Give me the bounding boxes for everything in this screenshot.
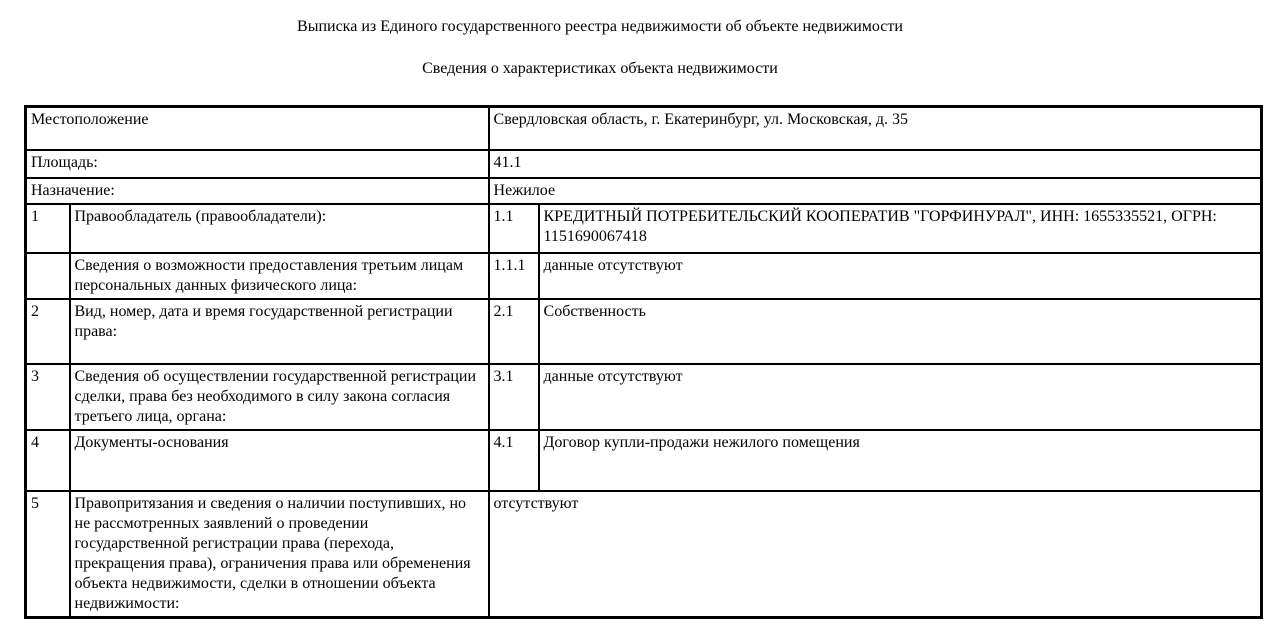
property-characteristics-table bbox=[24, 105, 1263, 619]
row-value: КРЕДИТНЫЙ ПОТРЕБИТЕЛЬСКИЙ КООПЕРАТИВ "ГОРФИНУРАЛ", ИНН: 1655335521, ОГРН: 1151690067418 bbox=[539, 204, 1262, 253]
row-number: 3 bbox=[26, 364, 70, 430]
row-label: Назначение: bbox=[26, 178, 489, 204]
table-row-area bbox=[26, 150, 1262, 178]
row-subnumber: 1.1 bbox=[489, 204, 539, 253]
document-subtitle: Сведения о характеристиках объекта недвижимости bbox=[422, 60, 778, 77]
row-label: Сведения об осуществлении государственной регистрации сделки, права без необходимого в силу закона согласия третьего лица, органа: bbox=[70, 364, 489, 430]
row-label: Местоположение bbox=[26, 107, 489, 150]
row-value: Свердловская область, г. Екатеринбург, ул. Московская, д. 35 bbox=[489, 107, 1262, 150]
document-title: Выписка из Единого государственного реестра недвижимости об объекте недвижимости bbox=[297, 18, 903, 35]
row-value: Нежилое bbox=[489, 178, 1262, 204]
row-subnumber: 1.1.1 bbox=[489, 253, 539, 299]
table-row-purpose bbox=[26, 178, 1262, 204]
row-value: 41.1 bbox=[489, 150, 1262, 178]
table-row-rightholder bbox=[26, 204, 1262, 253]
row-label: Документы-основания bbox=[70, 430, 489, 491]
row-label: Вид, номер, дата и время государственной регистрации права: bbox=[70, 299, 489, 364]
table-row-personal-data bbox=[26, 253, 1262, 299]
row-value: данные отсутствуют bbox=[539, 253, 1262, 299]
row-label: Правопритязания и сведения о наличии поступивших, но не рассмотренных заявлений о проведении государственной регистрации права (перехода, прекращения права), ограничения права или обременения объекта недвижимости, сделки в отношении объекта недвижимости: bbox=[70, 491, 489, 618]
row-subnumber: 4.1 bbox=[489, 430, 539, 491]
row-number: 2 bbox=[26, 299, 70, 364]
row-subnumber: 2.1 bbox=[489, 299, 539, 364]
row-number: 4 bbox=[26, 430, 70, 491]
table-row-registration bbox=[26, 299, 1262, 364]
row-number: 1 bbox=[26, 204, 70, 253]
row-value: данные отсутствуют bbox=[539, 364, 1262, 430]
table-row-location bbox=[26, 107, 1262, 150]
row-value: Договор купли-продажи нежилого помещения bbox=[539, 430, 1262, 491]
row-label: Площадь: bbox=[26, 150, 489, 178]
table-row-basis-documents bbox=[26, 430, 1262, 491]
table-row-claims bbox=[26, 491, 1262, 618]
row-value: отсутствуют bbox=[489, 491, 1262, 618]
table-row-deal-registration bbox=[26, 364, 1262, 430]
row-label: Сведения о возможности предоставления третьим лицам персональных данных физического лица: bbox=[70, 253, 489, 299]
row-number bbox=[26, 253, 70, 299]
row-subnumber: 3.1 bbox=[489, 364, 539, 430]
row-number: 5 bbox=[26, 491, 70, 618]
document-header bbox=[0, 0, 1200, 79]
row-label: Правообладатель (правообладатели): bbox=[70, 204, 489, 253]
row-value: Собственность bbox=[539, 299, 1262, 364]
